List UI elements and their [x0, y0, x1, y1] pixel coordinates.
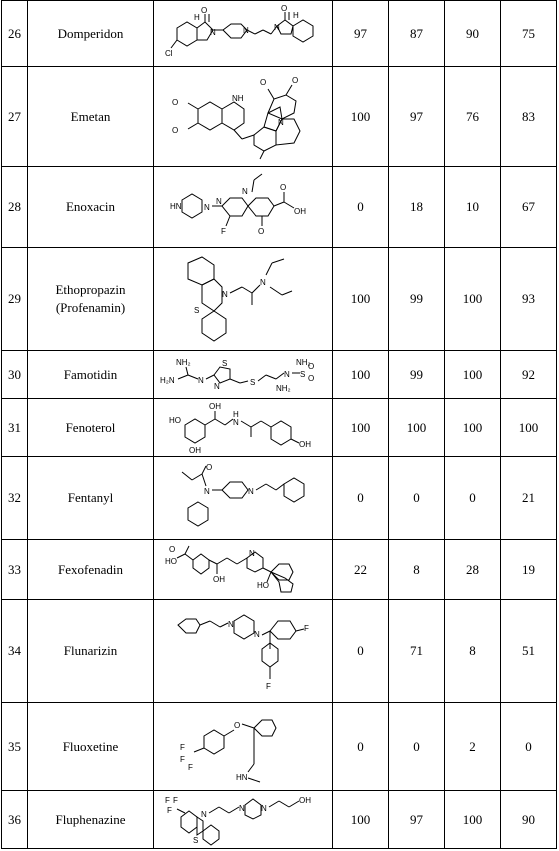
row-number: 31 — [2, 399, 28, 457]
structure-cell — [154, 1, 333, 67]
compound-name-line: Ethopropazin — [55, 282, 126, 298]
emetan-structure — [168, 71, 318, 163]
value-cell: 75 — [501, 1, 557, 67]
value-cell: 87 — [389, 1, 445, 67]
compound-name — [28, 600, 154, 703]
structure-cell — [154, 457, 333, 540]
table-row — [2, 67, 557, 167]
value-cell: 97 — [389, 791, 445, 849]
compound-name — [28, 167, 154, 248]
atom-label: N — [233, 417, 239, 427]
atom-label: O — [281, 3, 288, 13]
atom-label: N — [284, 369, 290, 379]
value-cell: 100 — [333, 248, 389, 351]
value-cell: 100 — [333, 399, 389, 457]
compound-name — [28, 399, 154, 457]
atom-label: H — [194, 12, 200, 22]
compound-name — [28, 457, 154, 540]
atom-label: OH — [189, 445, 201, 455]
atom-label: OH — [299, 439, 311, 449]
atom-label: S — [300, 369, 306, 379]
compound-name — [28, 1, 154, 67]
value-cell: 100 — [445, 248, 501, 351]
atom-label: H — [233, 409, 239, 419]
value-cell: 100 — [445, 351, 501, 399]
compound-name-line: Flunarizin — [63, 643, 118, 659]
value-cell: 8 — [389, 540, 445, 600]
value-cell: 0 — [445, 457, 501, 540]
value-cell: 90 — [445, 1, 501, 67]
atom-label: F — [188, 762, 193, 772]
value-cell: 2 — [445, 703, 501, 791]
compound-name-line: Enoxacin — [65, 199, 116, 215]
atom-label: OH — [213, 574, 225, 584]
atom-label: N — [204, 487, 210, 496]
compound-name — [28, 540, 154, 600]
structure-cell — [154, 248, 333, 351]
fexofenadin-structure — [163, 542, 323, 598]
compound-name-line: (Profenamin) — [55, 300, 126, 315]
compound-name-line: Fentanyl — [67, 490, 114, 506]
atom-label: NH₂ — [176, 357, 191, 367]
atom-label: HN — [170, 202, 182, 211]
enoxacin-structure — [168, 170, 318, 244]
compound-name-line: Famotidin — [63, 366, 118, 382]
value-cell: 18 — [389, 167, 445, 248]
compound-name — [28, 67, 154, 167]
table-row — [2, 703, 557, 791]
atom-label: N — [261, 803, 267, 813]
atom-label: S — [194, 306, 200, 315]
value-cell: 93 — [501, 248, 557, 351]
value-cell: 10 — [445, 167, 501, 248]
atom-label: S — [222, 358, 228, 368]
structure-cell — [154, 351, 333, 399]
atom-label: N — [216, 197, 222, 206]
row-number: 27 — [2, 67, 28, 167]
table-row — [2, 248, 557, 351]
atom-label: N — [248, 487, 254, 496]
atom-label: N — [242, 187, 248, 196]
atom-label: O — [169, 544, 176, 554]
atom-label: N — [274, 22, 280, 32]
atom-label: N — [249, 548, 255, 558]
value-cell: 8 — [445, 600, 501, 703]
atom-label: OH — [209, 401, 221, 411]
atom-label: H — [293, 10, 299, 20]
value-cell: 0 — [501, 703, 557, 791]
atom-label: OH — [299, 795, 311, 805]
value-cell: 97 — [389, 67, 445, 167]
atom-label: O — [201, 5, 208, 15]
atom-label: F — [180, 754, 185, 764]
value-cell: 51 — [501, 600, 557, 703]
atom-label: N — [198, 375, 204, 385]
atom-label: F — [266, 682, 271, 691]
value-cell: 99 — [389, 248, 445, 351]
compound-name-line: Fluoxetine — [62, 738, 119, 754]
atom-label: HO — [169, 415, 181, 425]
table-row — [2, 457, 557, 540]
table-row — [2, 399, 557, 457]
atom-label: O — [308, 361, 315, 371]
fentanyl-structure — [168, 460, 318, 536]
domperidon-structure — [163, 4, 323, 64]
value-cell: 100 — [445, 399, 501, 457]
atom-label: N — [278, 117, 284, 127]
table-row — [2, 791, 557, 849]
atom-label: NH₂ — [296, 357, 311, 367]
value-cell: 21 — [501, 457, 557, 540]
value-cell: 90 — [501, 791, 557, 849]
atom-label: O — [234, 720, 241, 730]
fluphenazine-structure — [163, 793, 323, 847]
table-row — [2, 540, 557, 600]
atom-label: S — [193, 835, 199, 845]
atom-label: F — [221, 227, 226, 236]
famotidin-structure — [158, 355, 328, 395]
row-number: 32 — [2, 457, 28, 540]
atom-label: OH — [294, 207, 306, 216]
row-number: 26 — [2, 1, 28, 67]
value-cell: 76 — [445, 67, 501, 167]
row-number: 29 — [2, 248, 28, 351]
compound-name-line: Fenoterol — [65, 419, 116, 435]
table-row — [2, 1, 557, 67]
atom-label: NH — [232, 93, 244, 103]
value-cell: 100 — [501, 399, 557, 457]
compound-name — [28, 791, 154, 849]
row-number: 28 — [2, 167, 28, 248]
value-cell: 100 — [333, 67, 389, 167]
value-cell: 0 — [389, 457, 445, 540]
atom-label: O — [172, 97, 179, 107]
compound-name — [28, 351, 154, 399]
compound-name — [28, 248, 154, 351]
atom-label: N — [210, 27, 216, 37]
atom-label: HO — [257, 580, 269, 590]
value-cell: 0 — [389, 703, 445, 791]
value-cell: 22 — [333, 540, 389, 600]
row-number: 30 — [2, 351, 28, 399]
atom-label: N — [243, 25, 249, 35]
atom-label: NH₂ — [276, 383, 291, 393]
atom-label: N — [201, 809, 207, 819]
atom-label: O — [258, 227, 265, 236]
atom-label: F — [167, 805, 172, 815]
atom-label: HN — [236, 772, 248, 782]
row-number: 33 — [2, 540, 28, 600]
value-cell: 71 — [389, 600, 445, 703]
atom-label: N — [228, 620, 234, 629]
atom-label: HO — [165, 556, 177, 566]
atom-label: N — [260, 278, 266, 287]
compound-name-line: Fluphenazine — [55, 811, 126, 827]
value-cell: 19 — [501, 540, 557, 600]
table-row — [2, 351, 557, 399]
atom-label: O — [172, 125, 179, 135]
structure-cell — [154, 791, 333, 849]
table-row — [2, 167, 557, 248]
value-cell: 0 — [333, 167, 389, 248]
value-cell: 0 — [333, 457, 389, 540]
value-cell: 67 — [501, 167, 557, 248]
atom-label: O — [260, 77, 267, 87]
value-cell: 100 — [333, 351, 389, 399]
structure-cell — [154, 399, 333, 457]
atom-label: F — [304, 624, 309, 633]
value-cell: 97 — [333, 1, 389, 67]
fenoterol-structure — [163, 401, 323, 455]
atom-label: O — [292, 75, 299, 85]
compound-name-line: Emetan — [70, 108, 111, 124]
structure-cell — [154, 167, 333, 248]
row-number: 35 — [2, 703, 28, 791]
row-number: 36 — [2, 791, 28, 849]
value-cell: 100 — [389, 399, 445, 457]
flunarizin-structure — [168, 603, 318, 699]
compound-name-line: Fexofenadin — [58, 561, 123, 577]
atom-label: F — [165, 795, 170, 805]
atom-label: N — [204, 203, 210, 212]
value-cell: 28 — [445, 540, 501, 600]
compound-table — [1, 0, 557, 849]
fluoxetine-structure — [168, 706, 318, 788]
compound-name — [28, 703, 154, 791]
table-row — [2, 600, 557, 703]
value-cell: 100 — [445, 791, 501, 849]
compound-name-line: Domperidon — [57, 25, 124, 41]
atom-label: Cl — [165, 48, 173, 58]
row-number: 34 — [2, 600, 28, 703]
atom-label: S — [250, 377, 256, 387]
ethopropazin-structure — [168, 251, 318, 347]
value-cell: 0 — [333, 600, 389, 703]
structure-cell — [154, 540, 333, 600]
atom-label: H₂N — [160, 375, 175, 385]
atom-label: O — [308, 373, 315, 383]
structure-cell — [154, 67, 333, 167]
atom-label: O — [206, 463, 213, 472]
structure-cell — [154, 703, 333, 791]
value-cell: 100 — [333, 791, 389, 849]
atom-label: N — [214, 381, 220, 391]
atom-label: N — [222, 290, 228, 299]
atom-label: F — [173, 795, 178, 805]
value-cell: 0 — [333, 703, 389, 791]
value-cell: 99 — [389, 351, 445, 399]
atom-label: N — [239, 803, 245, 813]
atom-label: N — [254, 630, 260, 639]
atom-label: O — [280, 183, 287, 192]
structure-cell — [154, 600, 333, 703]
value-cell: 92 — [501, 351, 557, 399]
atom-label: F — [180, 742, 185, 752]
value-cell: 83 — [501, 67, 557, 167]
